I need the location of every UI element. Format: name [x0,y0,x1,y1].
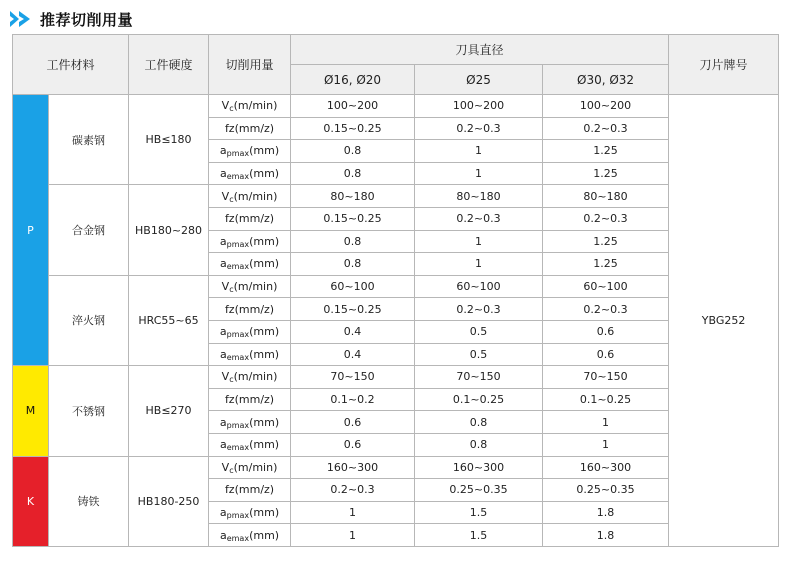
parameter-subscript: c [229,194,234,204]
parameter-name [209,230,291,253]
page-header [8,6,133,32]
parameter-unit: (mm) [249,144,280,158]
parameter-name [209,298,291,321]
parameter-value: 0.8 [291,140,415,163]
parameter-unit: (mm/z) [234,302,275,316]
parameter-symbol: a [219,234,227,248]
header-hardness: 工件硬度 [129,35,209,95]
parameter-symbol: a [219,415,227,429]
material-name: 铸铁 [49,456,129,546]
parameter-value: 0.8 [291,253,415,276]
parameter-symbol: V [221,460,230,474]
double-chevron-right-icon [8,9,34,29]
parameter-name [209,117,291,140]
parameter-symbol: V [221,189,230,203]
table-body [13,95,779,547]
parameter-unit: (m/min) [233,280,278,294]
parameter-symbol: a [219,325,227,339]
category-m: M [13,366,49,456]
material-hardness: HB180~280 [129,185,209,275]
parameter-value: 1.5 [415,524,543,547]
table-row [13,95,779,118]
parameter-symbol: a [219,438,227,452]
parameter-name [209,433,291,456]
header-cutting: 切削用量 [209,35,291,95]
header-diameter-3: Ø30, Ø32 [543,65,669,95]
parameter-symbol: fz [224,121,235,135]
parameter-value: 100~200 [415,95,543,118]
parameter-subscript: emax [226,262,250,272]
material-name: 合金钢 [49,185,129,275]
parameter-value: 60~100 [543,275,669,298]
parameter-value: 0.25~0.35 [415,479,543,502]
parameter-value: 0.8 [415,411,543,434]
parameter-unit: (mm) [249,415,280,429]
parameter-value: 1 [415,253,543,276]
table-row [13,366,779,389]
parameter-unit: (mm) [249,505,280,519]
parameter-name [209,388,291,411]
parameter-value: 0.5 [415,343,543,366]
parameter-subscript: c [229,104,234,114]
parameter-value: 1 [415,140,543,163]
parameter-name [209,320,291,343]
material-name: 碳素钢 [49,95,129,185]
parameter-unit: (mm) [249,528,280,542]
parameter-name [209,95,291,118]
page-title: 推荐切削用量 [40,10,134,29]
parameter-value: 0.2~0.3 [415,207,543,230]
parameter-name [209,343,291,366]
parameter-symbol: V [221,280,230,294]
table-row [13,456,779,479]
parameter-symbol: a [219,347,227,361]
parameter-value: 0.8 [291,162,415,185]
parameter-subscript: c [229,285,234,295]
parameter-name [209,275,291,298]
parameter-value: 1.5 [415,501,543,524]
parameter-value: 60~100 [415,275,543,298]
parameter-symbol: fz [224,302,235,316]
material-hardness: HB≤180 [129,95,209,185]
parameter-value: 1 [415,162,543,185]
parameter-value: 70~150 [543,366,669,389]
parameter-value: 0.2~0.3 [543,298,669,321]
category-k: K [13,456,49,546]
parameter-value: 0.1~0.25 [415,388,543,411]
category-p: P [13,95,49,366]
parameter-subscript: pmax [226,239,250,249]
material-hardness: HRC55~65 [129,275,209,365]
parameter-subscript: pmax [226,330,250,340]
table-row [13,275,779,298]
parameter-value: 0.6 [543,320,669,343]
header-grade: 刀片牌号 [669,35,779,95]
parameter-value: 0.8 [291,230,415,253]
parameter-value: 1.25 [543,230,669,253]
parameter-value: 0.4 [291,320,415,343]
parameter-value: 1.25 [543,253,669,276]
parameter-subscript: c [229,465,234,475]
parameter-value: 60~100 [291,275,415,298]
parameter-symbol: fz [224,483,235,497]
parameter-name [209,207,291,230]
parameter-value: 0.4 [291,343,415,366]
parameter-unit: (mm/z) [234,121,275,135]
parameter-unit: (mm) [249,257,280,271]
parameter-value: 0.6 [543,343,669,366]
parameter-subscript: c [229,375,234,385]
parameter-value: 160~300 [291,456,415,479]
parameter-subscript: emax [226,172,250,182]
parameter-symbol: V [221,99,230,113]
parameter-unit: (m/min) [233,370,278,384]
material-name: 不锈钢 [49,366,129,456]
parameter-unit: (mm) [249,167,280,181]
parameter-symbol: a [219,505,227,519]
parameter-symbol: V [221,370,230,384]
parameter-value: 0.1~0.2 [291,388,415,411]
parameter-subscript: pmax [226,510,250,520]
parameter-value: 80~180 [415,185,543,208]
parameter-value: 1.25 [543,162,669,185]
parameter-unit: (m/min) [233,460,278,474]
parameter-value: 0.25~0.35 [543,479,669,502]
parameter-value: 70~150 [291,366,415,389]
parameter-value: 0.15~0.25 [291,298,415,321]
parameter-name [209,501,291,524]
parameter-value: 0.2~0.3 [543,117,669,140]
parameter-unit: (mm) [249,234,280,248]
parameter-subscript: emax [226,352,250,362]
parameter-unit: (mm) [249,325,280,339]
parameter-name [209,162,291,185]
parameter-value: 0.15~0.25 [291,117,415,140]
parameter-value: 1 [415,230,543,253]
parameter-unit: (mm/z) [234,393,275,407]
material-hardness: HB≤270 [129,366,209,456]
parameter-unit: (mm) [249,438,280,452]
parameter-value: 0.2~0.3 [415,117,543,140]
parameter-symbol: a [219,144,227,158]
table-row [13,185,779,208]
material-hardness: HB180-250 [129,456,209,546]
material-name: 淬火钢 [49,275,129,365]
cutting-parameters-table [12,34,779,547]
parameter-name [209,140,291,163]
parameter-value: 70~150 [415,366,543,389]
parameter-value: 0.8 [415,433,543,456]
parameter-value: 1 [543,411,669,434]
insert-grade: YBG252 [669,95,779,547]
parameter-symbol: a [219,528,227,542]
parameter-symbol: fz [224,393,235,407]
parameter-name [209,253,291,276]
parameter-value: 1.25 [543,140,669,163]
parameter-name [209,524,291,547]
header-diameter-1: Ø16, Ø20 [291,65,415,95]
parameter-unit: (mm/z) [234,483,275,497]
parameter-value: 0.2~0.3 [543,207,669,230]
parameter-value: 1.8 [543,524,669,547]
header-diameter-2: Ø25 [415,65,543,95]
parameter-value: 100~200 [291,95,415,118]
parameter-symbol: fz [224,212,235,226]
parameter-symbol: a [219,167,227,181]
parameter-subscript: pmax [226,149,250,159]
parameter-name [209,479,291,502]
parameter-subscript: emax [226,443,250,453]
parameter-unit: (mm) [249,347,280,361]
parameter-value: 80~180 [543,185,669,208]
parameter-value: 0.1~0.25 [543,388,669,411]
parameter-subscript: pmax [226,420,250,430]
header-material: 工件材料 [13,35,129,95]
parameter-value: 1 [291,501,415,524]
parameter-value: 1.8 [543,501,669,524]
parameter-value: 0.6 [291,433,415,456]
parameter-name [209,366,291,389]
parameter-value: 100~200 [543,95,669,118]
parameter-unit: (mm/z) [234,212,275,226]
table-header [13,35,779,95]
parameter-value: 0.15~0.25 [291,207,415,230]
parameter-unit: (m/min) [233,189,278,203]
parameter-value: 0.5 [415,320,543,343]
parameter-value: 0.2~0.3 [415,298,543,321]
header-diameter-group: 刀具直径 [291,35,669,65]
parameter-value: 0.6 [291,411,415,434]
parameter-value: 1 [543,433,669,456]
parameter-value: 160~300 [543,456,669,479]
parameter-subscript: emax [226,533,250,543]
parameter-value: 80~180 [291,185,415,208]
parameter-value: 160~300 [415,456,543,479]
parameter-value: 1 [291,524,415,547]
parameter-value: 0.2~0.3 [291,479,415,502]
parameter-name [209,185,291,208]
parameter-name [209,456,291,479]
parameter-symbol: a [219,257,227,271]
parameter-name [209,411,291,434]
parameter-unit: (m/min) [233,99,278,113]
